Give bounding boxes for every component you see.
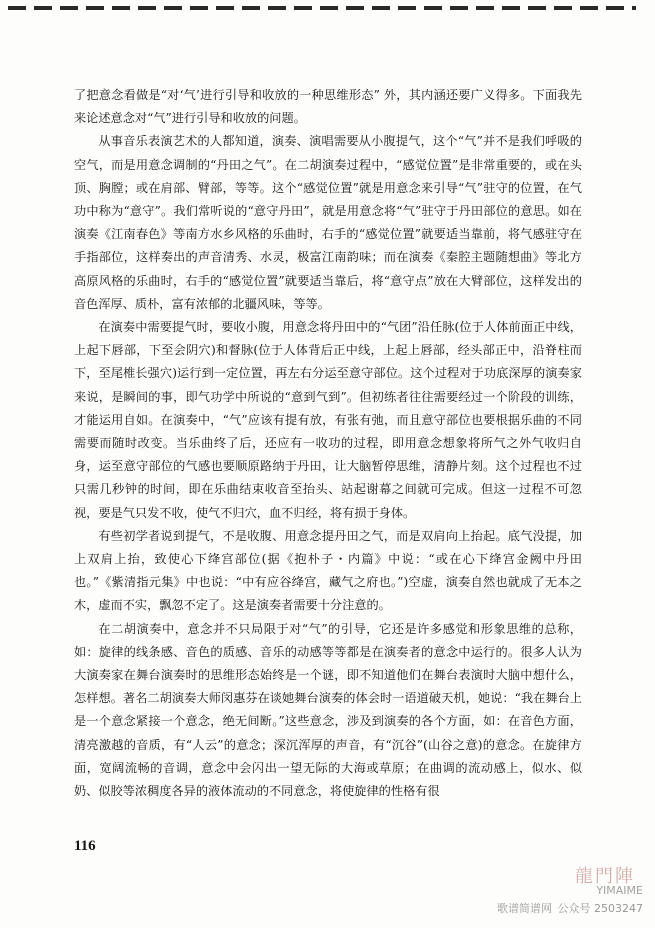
paragraph-1: 了把意念看做是“对‘气’进行引导和收放的一种思维形态” 外，其内涵还要广义得多。下面我先来论述意念对“气”进行引导和收放的问题。 [74, 88, 582, 126]
watermark [497, 860, 645, 920]
paragraph-2: 从事音乐表演艺术的人都知道，演奏、演唱需要从小腹提气，这个“气”并不是我们呼吸的空气，而是用意念调制的“丹田之气”。在二胡演奏过程中，“感觉位置”是非常重要的，或在头顶、胸膛；或在肩部、臂部，等等。这个“感觉位置”就是用意念来引导“气”驻守的位置，在气功中称为“意守”。我们常听说的“意守丹田”，就是用意念将“气”驻守于丹田部位的意思。如在演奏《江南春色》等南方水乡风格的乐曲时，右手的“感觉位置”就要适当靠前，将气感驻守在手指部位，这样奏出的声音清秀、水灵，极富江南韵味；而在演奏《秦腔主题随想曲》等北方高原风格的乐曲时，右手的“感觉位置”就要适当靠后，将“意守点”放在大臂部位，这样发出的音色浑厚、质朴，富有浓郁的北疆风味，等等。 [74, 134, 582, 311]
paragraph-3: 在演奏中需要提气时，要收小腹，用意念将丹田中的“气团”沿任脉(位于人体前面正中线，上起下唇部，下至会阴穴)和督脉(位于人体背后正中线，上起上唇部，经头部正中，沿脊柱而下，至尾椎长强穴)运行到一定位置，再左右分运至意守部位。这个过程对于功底深厚的演奏家来说，是瞬间的事，即气功学中所说的“意到气到”。但初练者往往需要经过一个阶段的训练，才能运用自如。在演奏中，“气”应该有提有放，有张有弛，而且意守部位也要根据乐曲的不同需要而随时改变。当乐曲终了后，还应有一收功的过程，即用意念想象将所气之外气收归自身，运至意守部位的气感也要顺原路纳于丹田，让大脑暂停思维，清静片刻。这个过程也不过只需几秒钟的时间，即在乐曲结束收音至抬头、站起谢幕之间就可完成。但这一过程不可忽视，要是气只发不收，使气不归穴，血不归经，将有损于身体。 [74, 320, 582, 520]
paragraph-4: 有些初学者说到提气，不是收腹、用意念提丹田之气，而是双肩向上抬起。底气没提，加上双肩上抬，致使心下绛宫部位(据《抱朴子・内篇》中说：“或在心下绛宫金阙中丹田也。”《紫清指元集》中也说：“中有应谷绛宫，藏气之府也。”)空虚，演奏自然也就成了无本之木，虚而不实，飘忽不定了。这是演奏者需要十分注意的。 [74, 528, 582, 613]
top-dashed-rule [8, 6, 636, 10]
document-body [74, 84, 582, 803]
paragraph-5: 在二胡演奏中，意念并不只局限于对“气”的引导，它还是许多感觉和形象思维的总称，如：旋律的线条感、音色的质感、音乐的动感等等都是在演奏者的意念中运行的。很多人认为大演奏家在舞台演奏时的思维形态始终是一个谜，即不知道他们在舞台表演时大脑中想什么，怎样想。著名二胡演奏大师闵惠芬在谈她舞台演奏的体会时一语道破天机，她说：“我在舞台上是一个意念紧接一个意念，绝无间断。”这些意念，涉及到演奏的各个方面，如：在音色方面，清亮激越的音质，有“人云”的意念；深沉浑厚的声音，有“沉谷”(山谷之意)的意念。在旋律方面，宽阔流畅的音调，意念中会闪出一望无际的大海或草原；在曲调的流动感上，似水、似奶、似胶等浓稠度各异的液体流动的不同意念，将使旋律的性格有很 [74, 621, 582, 799]
watermark-right-text: 公众号 2503247 [557, 902, 643, 915]
watermark-site: YIMAIME [596, 884, 643, 897]
watermark-logo: 龍門陣 [575, 866, 635, 887]
page-number: 116 [74, 838, 96, 854]
watermark-left-text: 歌谱简谱网 [497, 902, 552, 915]
